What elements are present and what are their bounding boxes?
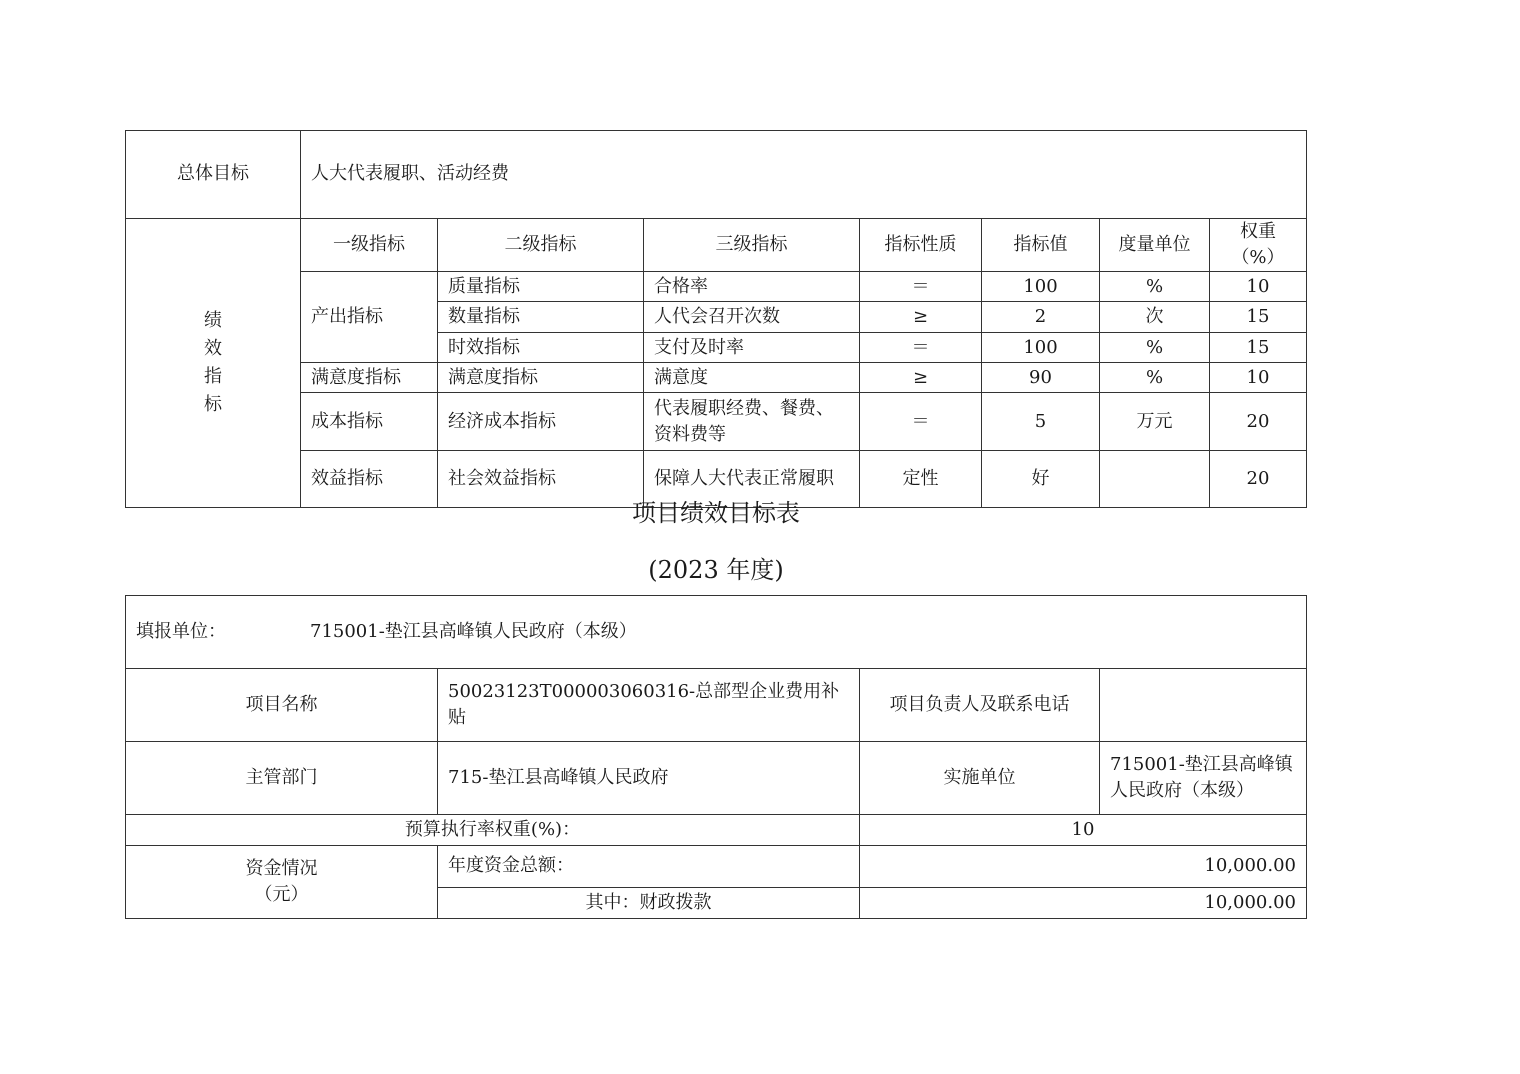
vertical-char: 效 (204, 338, 222, 360)
table-row (126, 393, 1307, 451)
nature-cell: ≥ (860, 363, 982, 393)
reporting-unit-label: 填报单位： (136, 620, 226, 642)
level1-cell: 成本指标 (301, 393, 438, 451)
project-name-label: 项目名称 (126, 669, 438, 742)
value-cell: 100 (982, 333, 1100, 363)
funds-label-line2: （元） (254, 884, 309, 905)
level1-cell: 满意度指标 (301, 363, 438, 393)
level1-cell: 效益指标 (301, 451, 438, 508)
header-level2: 二级指标 (438, 219, 644, 272)
funds-label (126, 846, 438, 919)
vertical-char: 指 (204, 366, 222, 388)
value-cell: 5 (982, 393, 1100, 451)
weight-cell: 20 (1210, 393, 1307, 451)
level3-cell: 合格率 (644, 272, 860, 302)
weight-cell: 15 (1210, 302, 1307, 333)
value-cell: 2 (982, 302, 1100, 333)
performance-indicator-label (126, 219, 301, 508)
header-unit: 度量单位 (1100, 219, 1210, 272)
level2-cell: 数量指标 (438, 302, 644, 333)
level2-cell: 社会效益指标 (438, 451, 644, 508)
contact-label: 项目负责人及联系电话 (860, 669, 1100, 742)
level3-cell: 支付及时率 (644, 333, 860, 363)
budget-weight-label: 预算执行率权重(%)： (126, 815, 860, 846)
unit-cell: % (1100, 333, 1210, 363)
project-info-table (125, 595, 1307, 919)
impl-value: 715001-垫江县高峰镇人民政府（本级） (1100, 742, 1307, 815)
header-value: 指标值 (982, 219, 1100, 272)
vertical-char: 标 (204, 394, 222, 416)
table-row (126, 272, 1307, 302)
vertical-char: 绩 (204, 310, 222, 332)
weight-cell: 10 (1210, 363, 1307, 393)
level3-cell: 人代会召开次数 (644, 302, 860, 333)
overall-goal-label: 总体目标 (126, 131, 301, 219)
unit-cell: % (1100, 272, 1210, 302)
level3-cell: 代表履职经费、餐费、资料费等 (644, 393, 860, 451)
level1-cell: 产出指标 (301, 272, 438, 363)
funds-label-line1: 资金情况 (245, 857, 318, 879)
header-level3: 三级指标 (644, 219, 860, 272)
nature-cell: ＝ (860, 333, 982, 363)
annual-total-label: 年度资金总额： (438, 846, 860, 888)
level2-cell: 质量指标 (438, 272, 644, 302)
reporting-unit-row (126, 596, 1307, 669)
value-cell: 100 (982, 272, 1100, 302)
dept-value: 715-垫江县高峰镇人民政府 (438, 742, 860, 815)
weight-cell: 15 (1210, 333, 1307, 363)
value-cell: 90 (982, 363, 1100, 393)
document-title: 项目绩效目标表 (632, 499, 800, 527)
header-weight: 权重（%） (1210, 219, 1307, 272)
nature-cell: ＝ (860, 393, 982, 451)
level3-cell: 保障人大代表正常履职 (644, 451, 860, 508)
performance-indicator-table (125, 130, 1307, 508)
unit-cell: 次 (1100, 302, 1210, 333)
document-year: (2023 年度) (648, 556, 784, 584)
weight-cell: 20 (1210, 451, 1307, 508)
value-cell: 好 (982, 451, 1100, 508)
table-row (126, 363, 1307, 393)
overall-goal-value: 人大代表履职、活动经费 (301, 131, 1307, 219)
budget-weight-value: 10 (860, 815, 1307, 846)
dept-label: 主管部门 (126, 742, 438, 815)
header-nature: 指标性质 (860, 219, 982, 272)
level3-cell: 满意度 (644, 363, 860, 393)
weight-cell: 10 (1210, 272, 1307, 302)
unit-cell: 万元 (1100, 393, 1210, 451)
project-name-value: 50023123T000003060316-总部型企业费用补贴 (438, 669, 860, 742)
fiscal-label: 其中：财政拨款 (438, 888, 860, 919)
annual-total-value: 10,000.00 (860, 846, 1307, 888)
unit-cell: % (1100, 363, 1210, 393)
level2-cell: 经济成本指标 (438, 393, 644, 451)
header-level1: 一级指标 (301, 219, 438, 272)
impl-label: 实施单位 (860, 742, 1100, 815)
reporting-unit-value: 715001-垫江县高峰镇人民政府（本级） (310, 620, 637, 642)
nature-cell: 定性 (860, 451, 982, 508)
fiscal-value: 10,000.00 (860, 888, 1307, 919)
nature-cell: ＝ (860, 272, 982, 302)
level2-cell: 满意度指标 (438, 363, 644, 393)
contact-value (1100, 669, 1307, 742)
level2-cell: 时效指标 (438, 333, 644, 363)
nature-cell: ≥ (860, 302, 982, 333)
